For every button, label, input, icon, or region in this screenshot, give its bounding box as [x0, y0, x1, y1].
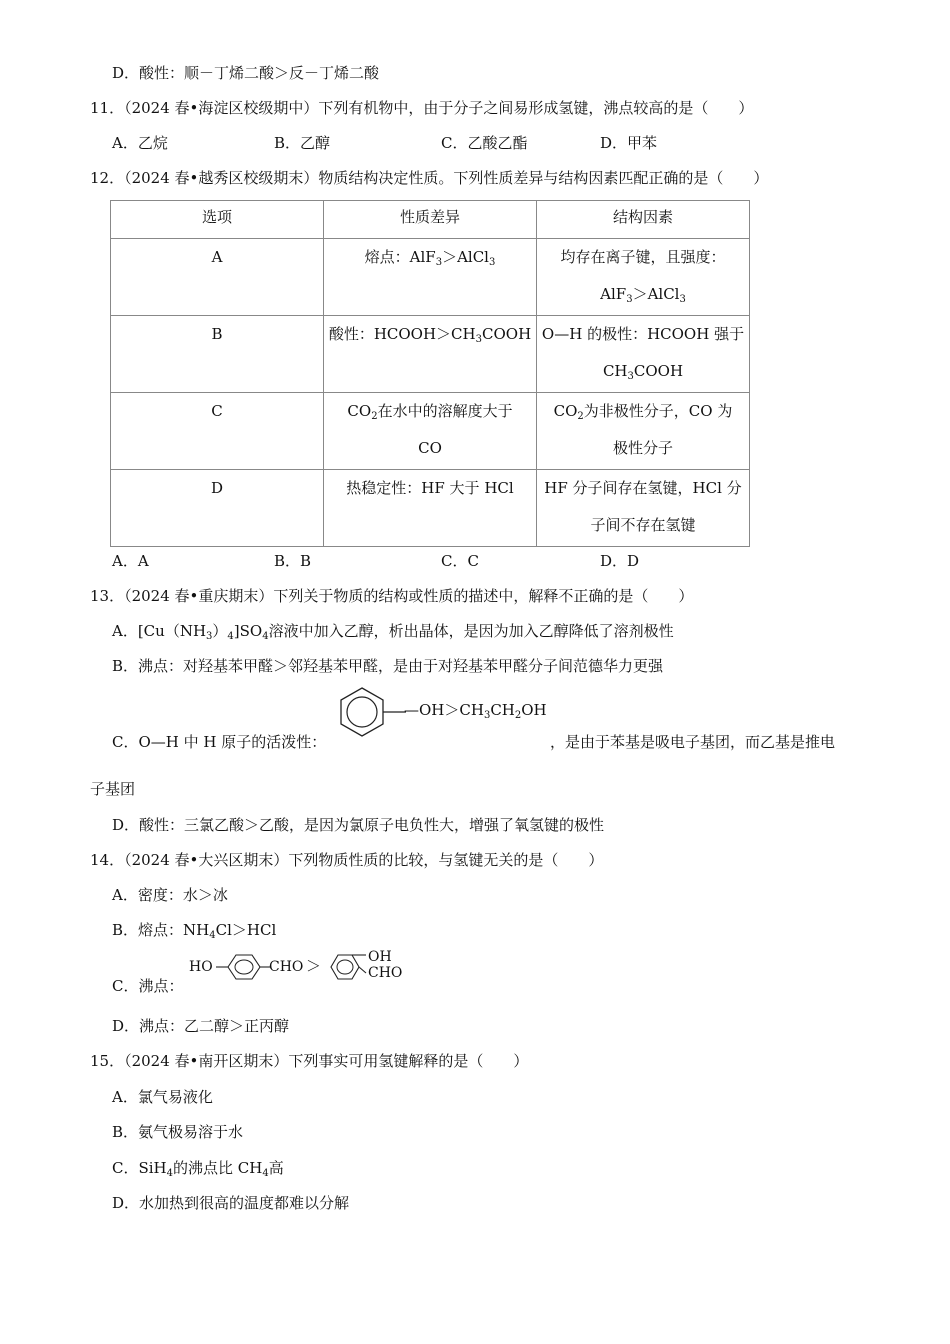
- table-header-row: [111, 201, 750, 239]
- table-cell-factor: O—H 的极性：HCOOH 强于 $CH_3COOH$: [537, 316, 750, 393]
- table-header: 结构因素: [537, 201, 750, 239]
- q11-stem: 11．（2024 春•海淀区校级期中）下列有机物中，由于分子之间易形成氢键，沸点较高的是（ ）: [90, 99, 754, 117]
- q14-option-b: B．熔点：$NH_4Cl>HCl$: [112, 921, 277, 941]
- table-cell-property: $CO_2$在水中的溶解度大于 CO: [324, 393, 537, 470]
- table-cell-factor: $CO_2$为非极性分子，CO 为 极性分子: [537, 393, 750, 470]
- q13-stem: 13．（2024 春•重庆期末）下列关于物质的结构或性质的描述中，解释不正确的是（ ）: [90, 587, 694, 605]
- q12-option-b: B．B: [274, 552, 312, 570]
- benzene-ring-icon: [331, 955, 359, 979]
- table-header: 选项: [111, 201, 324, 239]
- q13-option-c-continuation: 子基团: [90, 780, 136, 798]
- table-row: [111, 316, 750, 393]
- q15-option-d: D．水加热到很高的温度都难以分解: [112, 1194, 350, 1212]
- q12-option-a: A．A: [112, 552, 149, 570]
- q14-para-cho: CHO: [269, 959, 304, 975]
- q14-ortho-oh: OH: [368, 949, 392, 965]
- table-cell-option: C: [111, 393, 324, 470]
- q10-option-d: D．酸性：顺－丁烯二酸＞反－丁烯二酸: [112, 64, 380, 82]
- q14-stem: 14．（2024 春•大兴区期末）下列物质性质的比较，与氢键无关的是（ ）: [90, 851, 604, 869]
- q11-option-d: D．甲苯: [600, 134, 658, 152]
- q13-option-c-explanation: ，是由于苯基是吸电子基团，而乙基是推电: [550, 733, 836, 751]
- q12-stem: 12．（2024 春•越秀区校级期末）物质结构决定性质。下列性质差异与结构因素匹配正确的是（ ）: [90, 169, 769, 187]
- benzene-ring-icon: [228, 955, 260, 979]
- q14-greater-than: ＞: [306, 957, 322, 975]
- table-cell-factor: 均存在离子键，且强度： AlF$_3$＞AlCl$_3$: [537, 239, 750, 316]
- benzene-aromatic-circle-icon: [337, 960, 353, 974]
- q13-option-c-formula: $—OH>CH_3CH_2OH$: [404, 701, 547, 721]
- benzene-aromatic-circle-icon: [347, 697, 377, 727]
- table-cell-option: B: [111, 316, 324, 393]
- q14-option-d: D．沸点：乙二醇＞正丙醇: [112, 1017, 290, 1035]
- ortho-benzene-structure: [326, 951, 372, 985]
- q14-option-c-prefix: C．沸点：: [112, 977, 184, 995]
- benzene-aromatic-circle-icon: [235, 960, 253, 974]
- q13-option-c-prefix: C．O—H 中 H 原子的活泼性：: [112, 733, 327, 751]
- q15-stem: 15．（2024 春•南开区期末）下列事实可用氢键解释的是（ ）: [90, 1052, 529, 1070]
- table-row: [111, 239, 750, 316]
- q15-option-a: A．氯气易液化: [112, 1088, 213, 1106]
- table-cell-property: 熔点：AlF$_3$＞AlCl$_3$: [324, 239, 537, 316]
- q11-option-b: B．乙醇: [274, 134, 331, 152]
- table-cell-factor: HF 分子间存在氢键，HCl 分 子间不存在氢键: [537, 470, 750, 547]
- q14-para-ho: HO: [189, 959, 213, 975]
- q13-option-a: A．$[Cu(NH_3)_4]SO_4$溶液中加入乙醇，析出晶体，是因为加入乙醇降低了溶剂极性: [112, 622, 674, 642]
- q13-option-d: D．酸性：三氯乙酸＞乙酸，是因为氯原子电负性大，增强了氧氢键的极性: [112, 816, 605, 834]
- para-benzene-structure: [214, 952, 274, 984]
- table-cell-option: D: [111, 470, 324, 547]
- q15-option-b: B．氨气极易溶于水: [112, 1123, 244, 1141]
- table-cell-property: 酸性：$HCOOH>CH_3COOH$: [324, 316, 537, 393]
- q13-option-b: B．沸点：对羟基苯甲醛＞邻羟基苯甲醛，是由于对羟基苯甲醛分子间范德华力更强: [112, 657, 664, 675]
- table-cell-property: 热稳定性：HF 大于 HCl: [324, 470, 537, 547]
- table-row: [111, 393, 750, 470]
- table-row: [111, 470, 750, 547]
- q14-option-a: A．密度：水＞冰: [112, 886, 228, 904]
- table-cell-option: A: [111, 239, 324, 316]
- q14-ortho-cho: CHO: [368, 965, 403, 981]
- table-header: 性质差异: [324, 201, 537, 239]
- q12-table: [110, 200, 750, 547]
- q11-option-a: A．乙烷: [112, 134, 168, 152]
- q11-option-c: C．乙酸乙酯: [441, 134, 528, 152]
- q15-option-c: C．SiH$_4$的沸点比 $CH_4$高: [112, 1159, 284, 1179]
- q12-option-c: C．C: [441, 552, 479, 570]
- q12-option-d: D．D: [600, 552, 640, 570]
